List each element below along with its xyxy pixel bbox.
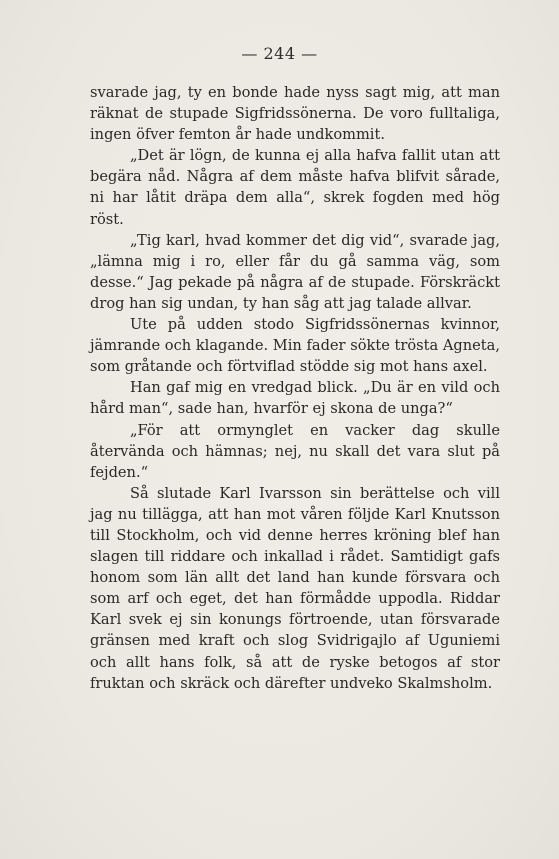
paragraph-4: Ute på udden stodo Sigfridssönernas kvinnor, jämrande och klagande. Min fader sökte trösta Agneta, som gråtande och förtviflad stödde sig mot hans axel. [90,316,500,376]
paragraph-6: „För att ormynglet en vacker dag skulle återvända och hämnas; nej, nu skall det vara slut på fejden.“ [90,421,500,481]
paragraph-7: Så slutade Karl Ivarsson sin berättelse och vill jag nu tillägga, att han mot våren följde Karl Knutsson till Stockholm, och vid denne herres kröning blef han slagen till riddare och inkallad i rådet. Samtidigt gafs honom som län allt det land han kunde försvara och som arf och eget, det han förmådde uppodla. Riddar Karl svek ej sin konungs förtroende, utan försvarade gränsen med kraft och slog Svidrigajlo af Uguniemi och allt hans folk, så att de ryske betogos af stor fruktan och skräck och därefter undveko Skalmsholm. [90,484,500,692]
paragraph-2: „Det är lögn, de kunna ej alla hafva fallit utan att begära nåd. Några af dem måste hafva blifvit sårade, ni har låtit dräpa dem alla“, skrek fogden med hög röst. [90,147,500,228]
body-text [90,82,500,694]
paragraph-3: „Tig karl, hvad kommer det dig vid“, svarade jag, „lämna mig i ro, eller får du gå samma väg, som desse.“ Jag pekade på några af de stupade. Förskräckt drog han sig undan, ty han såg att jag talade allvar. [90,231,500,312]
paragraph-1: svarade jag, ty en bonde hade nyss sagt mig, att man räknat de stupade Sigfridssönerna. De voro fulltaliga, ingen öfver femton år hade undkommit. [90,84,500,144]
page-number: — 244 — [241,44,318,63]
paragraph-5: Han gaf mig en vredgad blick. „Du är en vild och hård man“, sade han, hvarför ej skona de unga?“ [90,379,500,418]
